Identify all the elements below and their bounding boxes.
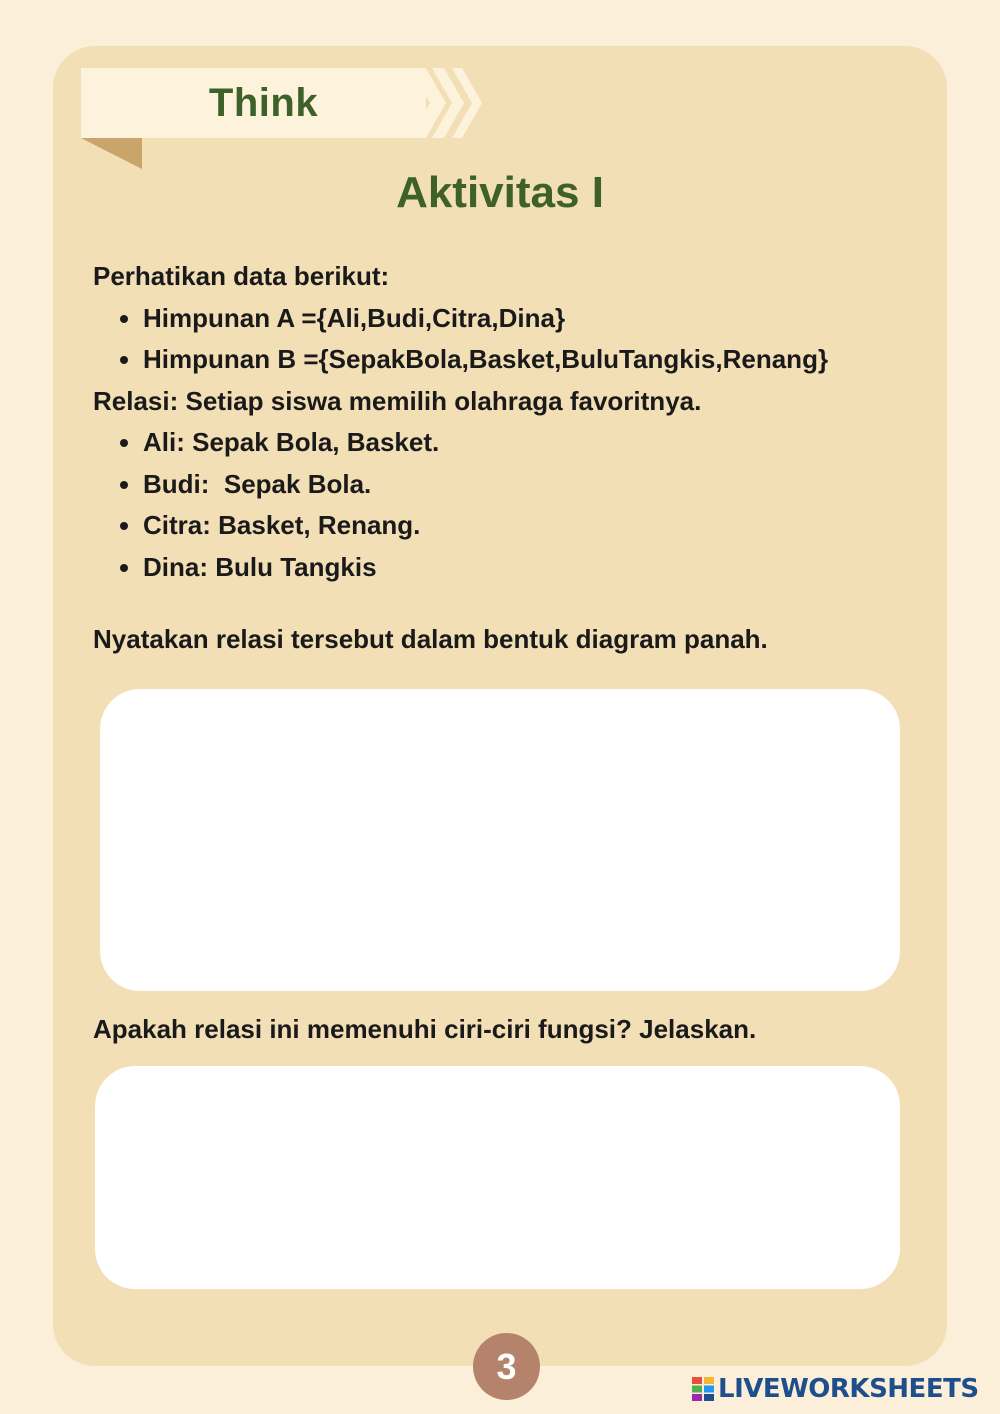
- answer-box-1[interactable]: [100, 689, 900, 991]
- list-item: • Himpunan A ={Ali,Budi,Citra,Dina}: [143, 298, 923, 340]
- brand-name: LIVEWORKSHEETS: [718, 1374, 979, 1404]
- page-number-badge: 3: [473, 1333, 540, 1400]
- liveworksheets-logo-icon: [692, 1377, 714, 1401]
- intro-text: Perhatikan data berikut:: [93, 261, 390, 291]
- list-item: • Budi: Sepak Bola.: [143, 464, 923, 506]
- ribbon-label: Think: [208, 80, 319, 125]
- question-1: Nyatakan relasi tersebut dalam bentuk diagram panah.: [93, 624, 768, 654]
- list-item: • Ali: Sepak Bola, Basket.: [143, 422, 923, 464]
- brand-logo: [692, 1372, 979, 1406]
- question-2: Apakah relasi ini memenuhi ciri-ciri fungsi? Jelaskan.: [93, 1014, 757, 1044]
- set-list: [93, 298, 923, 381]
- answer-box-2[interactable]: [95, 1066, 900, 1289]
- list-item: • Citra: Basket, Renang.: [143, 505, 923, 547]
- activity-title: Aktivitas I: [396, 168, 604, 217]
- list-item: • Dina: Bulu Tangkis: [143, 547, 923, 589]
- problem-statement: [93, 256, 923, 588]
- relation-list: [93, 422, 923, 588]
- relation-intro-text: Relasi: Setiap siswa memilih olahraga favoritnya.: [93, 385, 702, 416]
- list-item: • Himpunan B ={SepakBola,Basket,BuluTangkis,Renang}: [143, 339, 923, 381]
